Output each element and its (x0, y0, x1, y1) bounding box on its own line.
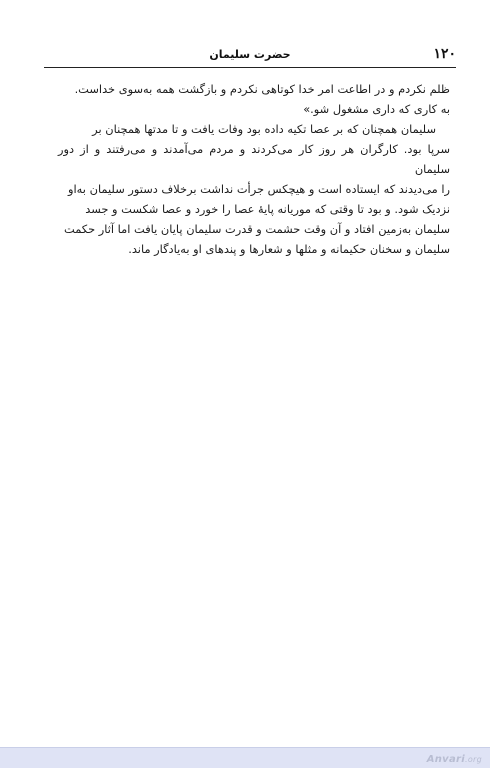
text-line-4: سرپا بود. کارگران هر روز کار می‌کردند و مردم می‌آمدند و می‌رفتند و از دور سلیمان (58, 142, 450, 176)
watermark-name: Anvari (426, 754, 465, 765)
header-rule (44, 67, 456, 68)
watermark (427, 754, 482, 765)
text-line-8: سلیمان و سخنان حکیمانه و مثلها و شعارها و پندهای او به‌یادگار ماند. (128, 242, 450, 256)
text-line-7: سلیمان به‌زمین افتاد و آن وقت حشمت و قدرت سلیمان پایان یافت اما آثار حکمت (64, 222, 450, 236)
text-line-3: سلیمان همچنان که بر عصا تکیه داده بود وفات یافت و تا مدتها همچنان بر (92, 122, 436, 136)
footer-bar (0, 747, 490, 768)
text-line-6: نزدیک شود. و بود تا وقتی که موریانه پایهٔ عصا را خورد و عصا شکست و جسد (85, 202, 450, 216)
page-header (44, 44, 456, 66)
watermark-tld: .org (464, 755, 482, 764)
text-line-5: را می‌دیدند که ایستاده است و هیچکس جرأت نداشت برخلاف دستور سلیمان به‌او (68, 182, 450, 196)
page-number: ۱۲۰ (433, 46, 456, 62)
body-text (58, 79, 450, 259)
text-line-1: ظلم نکردم و در اطاعت امر خدا کوتاهی نکردم و بازگشت همه به‌سوی خداست. (74, 82, 450, 96)
running-title: حضرت سلیمان (209, 48, 291, 61)
text-line-2: به کاری که داری مشغول شو.» (303, 102, 450, 116)
